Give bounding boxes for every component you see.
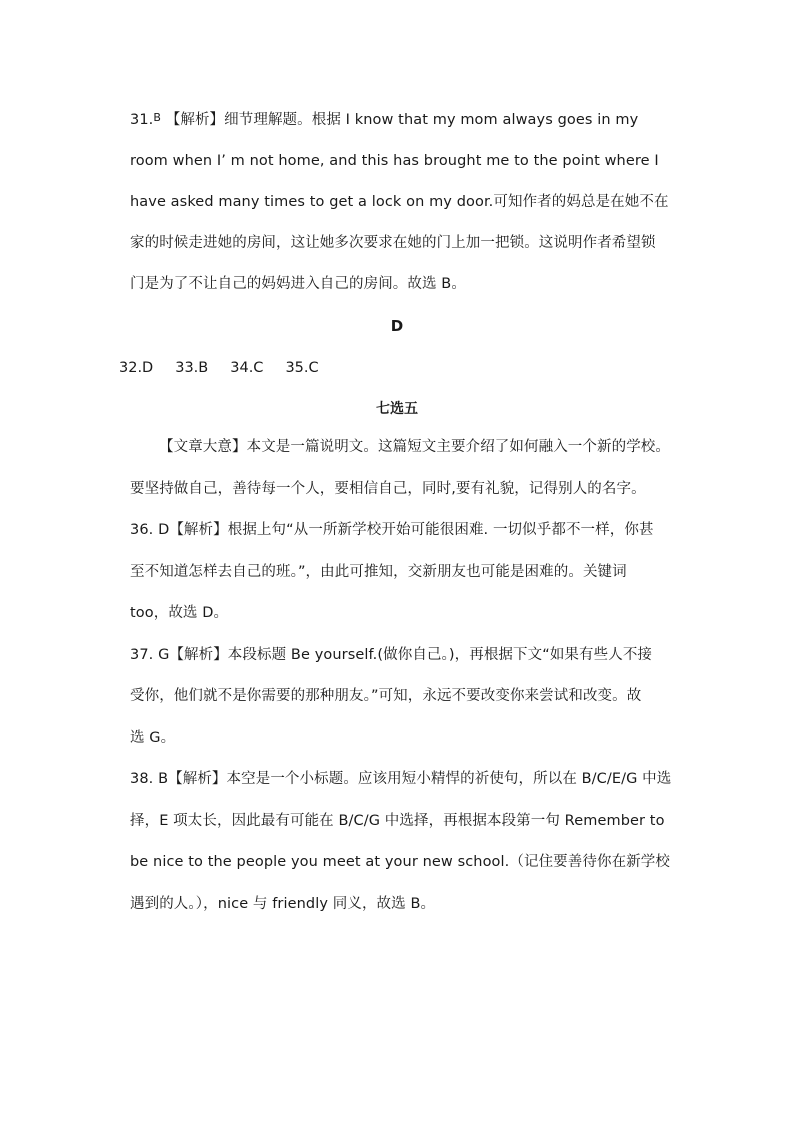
question-37-line-1: 37. G【解析】本段标题 Be yourself.(做你自己。)，再根据下文“如果有些人不接 — [130, 646, 653, 663]
question-38-line-4: 遇到的人。），nice 与 friendly 同义，故选 B。 — [130, 895, 436, 912]
question-38-line-3: be nice to the people you meet at your new school.（记住要善待你在新学校 — [130, 854, 670, 870]
question-31-line-3: have asked many times to get a lock on my door.可知作者的妈总是在她不在 — [130, 194, 669, 210]
summary-line-1: 【文章大意】本文是一篇说明文。这篇短文主要介绍了如何融入一个新的学校。 — [159, 439, 670, 455]
question-number: 31. — [130, 112, 154, 128]
question-36-line-1: 36. D【解析】根据上句“从一所新学校开始可能很困难. 一切似乎都不一样，你甚 — [130, 522, 654, 538]
section-seven-choose-five-heading: 七选五 — [376, 401, 418, 417]
question-31-line-2: room when I’ m not home, and this has brought me to the point where I — [130, 153, 659, 169]
question-38-line-1: 38. B【解析】本空是一个小标题。应该用短小精悍的祈使句，所以在 B/C/E/G 中选 — [130, 771, 672, 787]
question-38-line-2: 择，E 项太长，因此最有可能在 B/C/G 中选择，再根据本段第一句 Remember to — [130, 812, 665, 829]
section-d-answers — [119, 356, 341, 380]
section-d-heading: D — [390, 317, 404, 335]
question-31-line-4: 家的时候走进她的房间，这让她多次要求在她的门上加一把锁。这说明作者希望锁 — [130, 235, 656, 251]
question-36-line-2: 至不知道怎样去自己的班。”，由此可推知，交新朋友也可能是困难的。关键词 — [130, 563, 627, 580]
question-37-line-3: 选 G。 — [130, 729, 176, 746]
question-37-line-2: 受你，他们就不是你需要的那种朋友。”可知，永远不要改变你来尝试和改变。故 — [130, 688, 642, 704]
explanation-text: 【解析】细节理解题。根据 I know that my mom always goes in my — [161, 112, 639, 128]
questions-36-38-explanations — [130, 510, 670, 925]
question-36-line-3: too，故选 D。 — [130, 605, 229, 621]
question-31-explanation — [130, 97, 670, 305]
answer-33: 33.B — [175, 360, 209, 376]
question-31-line-1 — [130, 97, 670, 141]
answer-34: 34.C — [230, 360, 264, 376]
question-31-line-5: 门是为了不让自己的妈妈进入自己的房间。故选 B。 — [130, 276, 466, 292]
answer-32: 32.D — [119, 360, 154, 376]
answer-letter: B — [153, 111, 162, 124]
answer-35: 35.C — [285, 360, 319, 376]
article-summary — [130, 426, 670, 510]
summary-line-2: 要坚持做自己，善待每一个人，要相信自己，同时,要有礼貌，记得别人的名字。 — [130, 481, 646, 497]
